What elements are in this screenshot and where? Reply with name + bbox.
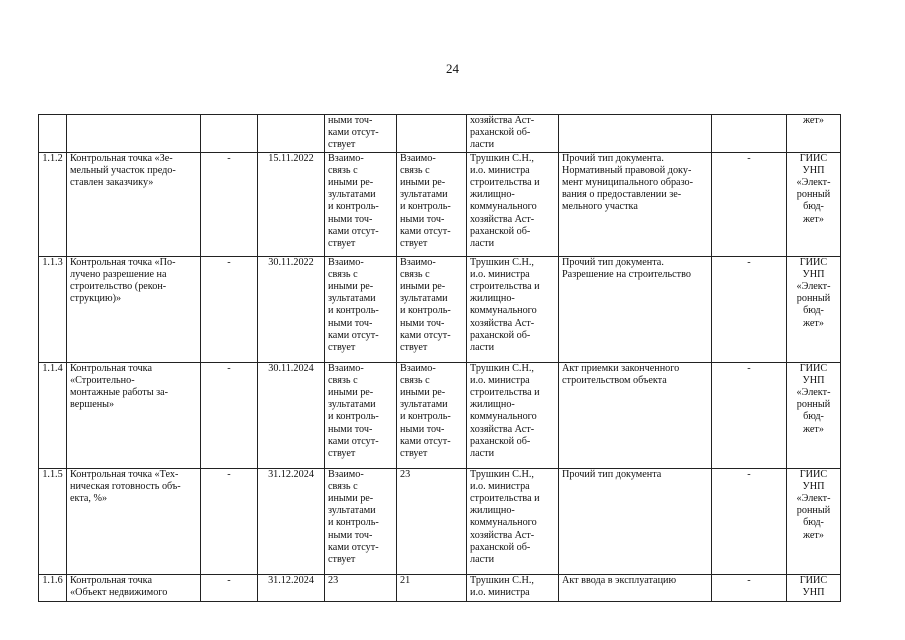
cell-responsible [467,468,559,574]
cell-line: Акт приемки законченного [562,362,680,374]
cell-line: ками отсут- [328,127,379,139]
cell-line: и контроль- [400,305,451,317]
cell-line: УНП [802,480,825,492]
cell-line: мельный участок предо- [70,164,176,176]
cell-predecessor [325,468,397,574]
cell-line: бюд- [803,517,824,529]
cell-base-value: - [201,574,258,601]
cell-line: бюд- [803,411,824,423]
cell-line: связь с [328,268,358,280]
cell-line: ками отсут- [400,225,451,237]
cell-control-point [67,152,201,256]
cell-line: ками отсут- [400,329,451,341]
cell-line: строительства и [470,493,540,505]
cell-number: 1.1.5 [39,468,67,574]
cell-line: раханской об- [470,225,531,237]
cell-line: Взаимо- [400,152,436,164]
table-row [39,574,841,601]
cell-successor [397,256,467,362]
cell-line: ласти [470,554,495,566]
cell-line: хозяйства Аст- [470,317,535,329]
cell-line: иными ре- [328,493,374,505]
cell-line: жилищно- [470,505,515,517]
cell-line: «Элект- [796,177,831,189]
cell-line: жет» [803,115,824,126]
cell-line: Взаимо- [328,362,364,374]
cell-line: иными ре- [400,387,446,399]
cell-line: 21 [400,574,411,586]
cell-line: мент муниципального образо- [562,177,694,189]
cell-predecessor [325,256,397,362]
cell-line: ГИИС [799,362,828,374]
cell-line: связь с [400,374,430,386]
table-row [39,256,841,362]
cell-line: Разрешение на строительство [562,268,691,280]
cell-line: коммунального [470,411,537,423]
cell-predecessor [325,152,397,256]
cell-control-point [67,362,201,468]
cell-line: бюд- [803,305,824,317]
cell-line: ствует [400,238,428,250]
cell-line: и контроль- [328,305,379,317]
cell-document [559,362,712,468]
cell-predecessor [325,574,397,601]
cell-level: - [712,256,787,362]
cell-level: - [712,468,787,574]
cell-document [559,115,712,153]
cell-line: ласти [470,238,495,250]
cell-line: зультатами [328,505,376,517]
cell-line: ставлен заказчику» [70,177,154,189]
cell-line: «Строительно- [70,374,135,386]
cell-date: 31.12.2024 [258,574,325,601]
cell-line: ками отсут- [328,435,379,447]
cell-base-value: - [201,362,258,468]
cell-date: 30.11.2022 [258,256,325,362]
cell-line: ствует [328,139,356,151]
cell-document [559,256,712,362]
cell-line: «Элект- [796,493,831,505]
cell-line: ствует [328,238,356,250]
cell-successor [397,362,467,468]
cell-line: Взаимо- [400,362,436,374]
cell-line: ными точ- [328,213,373,225]
cell-line: вершены» [70,399,115,411]
cell-line: Контрольная точка [70,574,152,586]
cell-line: УНП [802,586,825,598]
cell-line: ными точ- [400,213,445,225]
cell-responsible [467,152,559,256]
cell-control-point [67,468,201,574]
cell-info-system [787,574,841,601]
cell-line: ками отсут- [328,541,379,553]
cell-line: хозяйства Аст- [470,115,535,126]
cell-line: строительством объекта [562,374,667,386]
cell-line: строительства и [470,177,540,189]
cell-line: бюд- [803,201,824,213]
cell-base-value: - [201,468,258,574]
cell-line: коммунального [470,305,537,317]
cell-line: Контрольная точка «Тех- [70,468,179,480]
cell-line: связь с [328,164,358,176]
cell-line: «Элект- [796,387,831,399]
cell-number: 1.1.3 [39,256,67,362]
cell-line: Взаимо- [328,256,364,268]
cell-date: 15.11.2022 [258,152,325,256]
table-body [39,115,841,602]
cell-line: связь с [328,374,358,386]
cell-info-system [787,115,841,153]
cell-line: «Объект недвижимого [70,586,168,598]
cell-control-point [67,256,201,362]
cell-responsible [467,362,559,468]
table-row [39,468,841,574]
cell-line: ными точ- [328,115,373,126]
cell-line: Контрольная точка [70,362,152,374]
cell-line: строительства и [470,387,540,399]
cell-line: ГИИС [799,256,828,268]
cell-line: ласти [470,342,495,354]
table-row [39,362,841,468]
cell-info-system [787,256,841,362]
cell-line: хозяйства Аст- [470,423,535,435]
cell-line: Трушкин С.Н., [470,362,534,374]
cell-line: Трушкин С.Н., [470,468,534,480]
cell-line: ками отсут- [400,435,451,447]
cell-line: ствует [328,448,356,460]
cell-line: 23 [328,574,339,586]
cell-line: ными точ- [328,423,373,435]
cell-line: и.о. министра [470,480,530,492]
cell-base-value [201,115,258,153]
cell-line: и контроль- [400,201,451,213]
cell-line: ными точ- [400,423,445,435]
cell-line: зультатами [328,293,376,305]
cell-line: ронный [796,505,831,517]
cell-document [559,468,712,574]
cell-line: ласти [470,139,495,151]
cell-line: жилищно- [470,293,515,305]
cell-line: УНП [802,164,825,176]
cell-line: ГИИС [799,152,828,164]
cell-line: и контроль- [328,411,379,423]
cell-line: зультатами [400,293,448,305]
cell-line: Прочий тип документа. [562,256,664,268]
cell-line: ками отсут- [328,225,379,237]
cell-line: раханской об- [470,435,531,447]
cell-level: - [712,152,787,256]
cell-responsible [467,256,559,362]
cell-line: зультатами [328,399,376,411]
cell-responsible [467,574,559,601]
cell-line: зультатами [328,189,376,201]
cell-successor [397,115,467,153]
cell-level: - [712,574,787,601]
cell-number [39,115,67,153]
table-row [39,152,841,256]
cell-line: ническая готовность объ- [70,480,181,492]
cell-line: иными ре- [328,387,374,399]
cell-line: строительства и [470,281,540,293]
cell-line: иными ре- [400,177,446,189]
cell-line: Взаимо- [400,256,436,268]
cell-line: Акт ввода в эксплуатацию [562,574,677,586]
cell-line: Контрольная точка «По- [70,256,176,268]
cell-successor [397,468,467,574]
cell-line: связь с [400,268,430,280]
cell-line: жет» [803,213,824,225]
cell-control-point [67,115,201,153]
cell-line: раханской об- [470,127,531,139]
page-number: 24 [446,61,459,76]
cell-info-system [787,468,841,574]
cell-line: Прочий тип документа. [562,152,664,164]
cell-line: строительство (рекон- [70,281,167,293]
cell-number: 1.1.2 [39,152,67,256]
cell-line: ствует [328,342,356,354]
cell-date: 31.12.2024 [258,468,325,574]
cell-line: ласти [470,448,495,460]
cell-line: зультатами [400,189,448,201]
cell-predecessor [325,115,397,153]
cell-line: Прочий тип документа [562,468,662,480]
cell-base-value: - [201,256,258,362]
cell-line: ными точ- [328,529,373,541]
cell-level [712,115,787,153]
cell-line: ствует [400,448,428,460]
cell-line: ками отсут- [328,329,379,341]
cell-line: хозяйства Аст- [470,213,535,225]
cell-line: ствует [328,554,356,566]
cell-line: ными точ- [400,317,445,329]
cell-responsible [467,115,559,153]
cell-line: коммунального [470,517,537,529]
cell-line: ронный [796,293,831,305]
cell-line: и контроль- [328,201,379,213]
cell-line: жилищно- [470,399,515,411]
cell-line: жет» [803,529,824,541]
cell-line: и контроль- [400,411,451,423]
cell-line: и контроль- [328,517,379,529]
cell-line: Нормативный правовой доку- [562,164,692,176]
cell-date [258,115,325,153]
cell-line: Трушкин С.Н., [470,152,534,164]
cell-control-point [67,574,201,601]
cell-line: ными точ- [328,317,373,329]
cell-number: 1.1.4 [39,362,67,468]
cell-line: 23 [400,468,411,480]
cell-line: «Элект- [796,281,831,293]
cell-line: связь с [400,164,430,176]
cell-level: - [712,362,787,468]
cell-line: монтажные работы за- [70,387,169,399]
cell-predecessor [325,362,397,468]
cell-info-system [787,362,841,468]
cell-line: жилищно- [470,189,515,201]
cell-line: жет» [803,423,824,435]
cell-line: лучено разрешение на [70,268,167,280]
cell-line: иными ре- [400,281,446,293]
cell-line: зультатами [400,399,448,411]
control-points-table [38,114,841,602]
cell-line: ронный [796,189,831,201]
cell-line: Трушкин С.Н., [470,256,534,268]
cell-line: Взаимо- [328,468,364,480]
cell-line: и.о. министра [470,586,530,598]
cell-successor [397,152,467,256]
cell-line: раханской об- [470,329,531,341]
cell-line: екта, %» [70,493,108,505]
cell-line: и.о. министра [470,268,530,280]
cell-line: хозяйства Аст- [470,529,535,541]
cell-line: коммунального [470,201,537,213]
cell-line: иными ре- [328,177,374,189]
cell-date: 30.11.2024 [258,362,325,468]
cell-line: Контрольная точка «Зе- [70,152,173,164]
cell-line: жет» [803,317,824,329]
cell-line: струкцию)» [70,293,122,305]
cell-line: УНП [802,374,825,386]
cell-line: ГИИС [799,468,828,480]
cell-line: и.о. министра [470,374,530,386]
cell-line: вания о предоставлении зе- [562,189,682,201]
cell-line: раханской об- [470,541,531,553]
table-row [39,115,841,153]
cell-successor [397,574,467,601]
cell-line: Трушкин С.Н., [470,574,534,586]
cell-line: Взаимо- [328,152,364,164]
cell-line: УНП [802,268,825,280]
cell-line: ронный [796,399,831,411]
cell-document [559,574,712,601]
cell-info-system [787,152,841,256]
cell-line: ствует [400,342,428,354]
cell-line: иными ре- [328,281,374,293]
cell-number: 1.1.6 [39,574,67,601]
cell-line: и.о. министра [470,164,530,176]
cell-line: ГИИС [799,574,828,586]
cell-base-value: - [201,152,258,256]
cell-line: мельного участка [562,201,638,213]
cell-document [559,152,712,256]
cell-line: связь с [328,480,358,492]
